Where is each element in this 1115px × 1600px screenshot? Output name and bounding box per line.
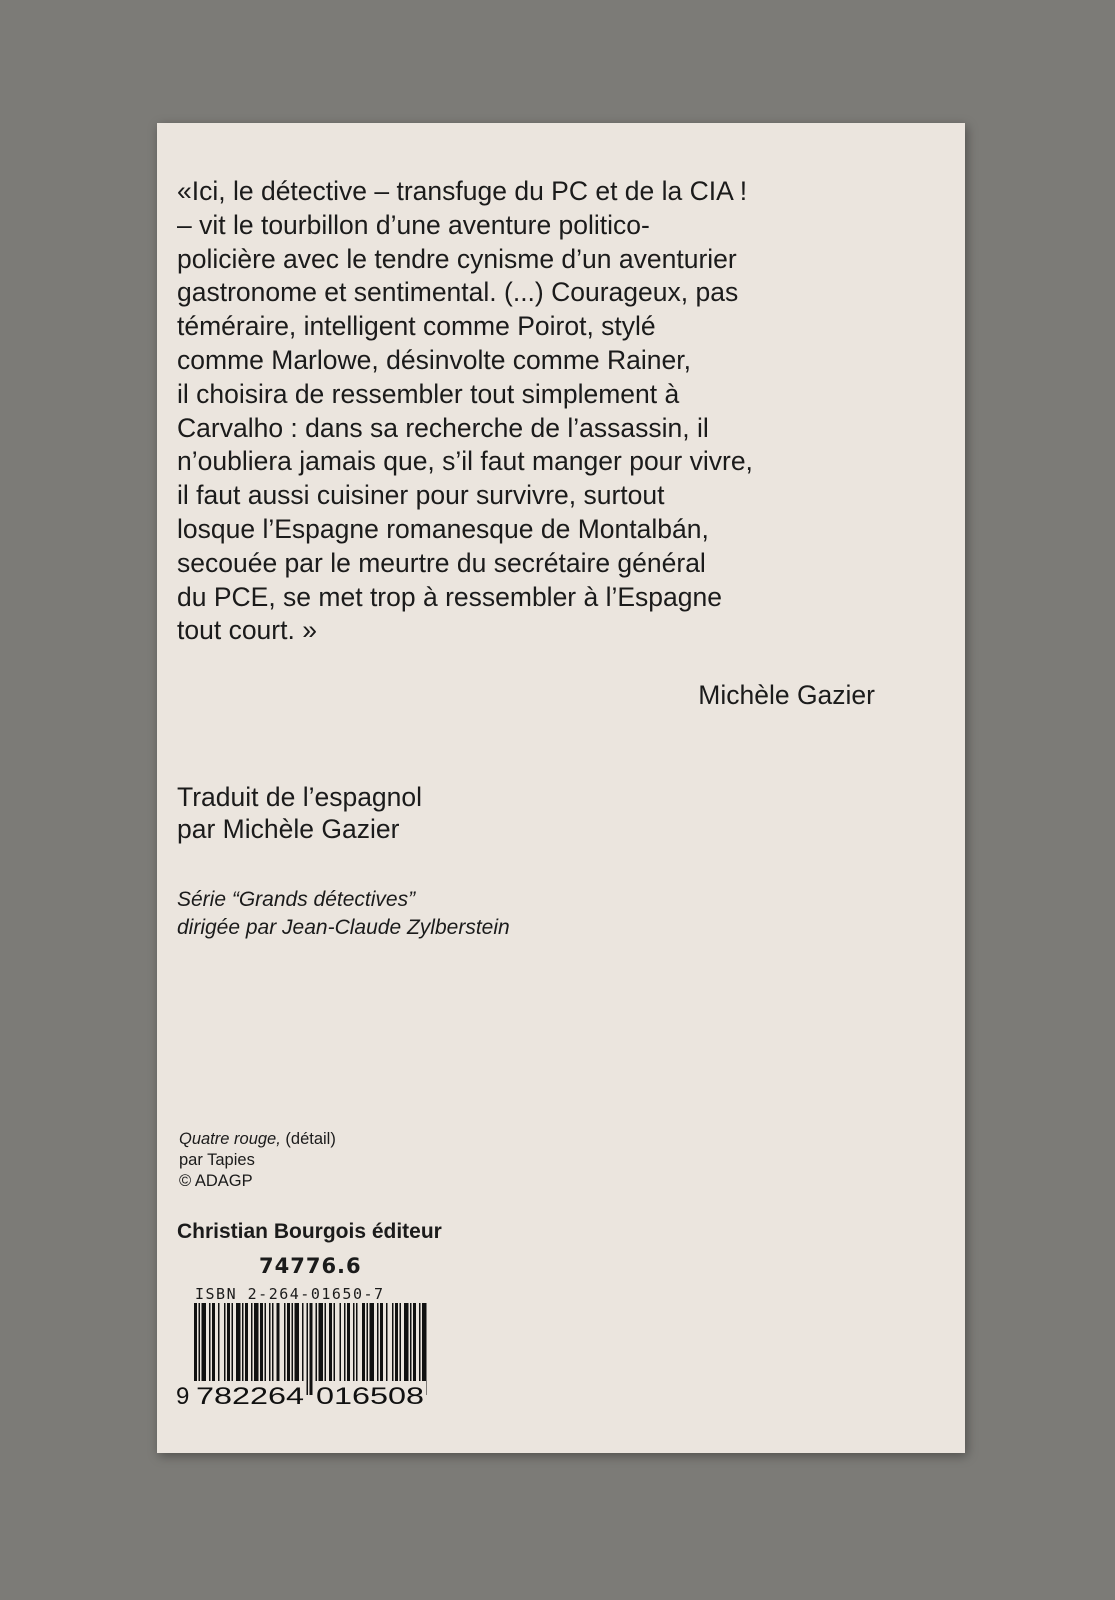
barcode-bar: [344, 1303, 346, 1383]
barcode-bar: [265, 1303, 267, 1383]
series-credit: [177, 886, 510, 942]
barcode-bar: [386, 1303, 388, 1383]
barcode-bar: [292, 1303, 294, 1383]
barcode-bar: [410, 1303, 412, 1383]
barcode-bar: [260, 1303, 263, 1383]
barcode-bar: [251, 1303, 253, 1383]
barcode-bar: [404, 1303, 409, 1383]
barcode-bar: [353, 1303, 355, 1383]
barcode-bar: [356, 1303, 358, 1383]
artist-credit: par Tapies: [179, 1151, 255, 1169]
translation-credit: [177, 781, 422, 845]
barcode-bar: [413, 1303, 416, 1383]
barcode-bar: [272, 1303, 274, 1383]
barcode-right-digits: 016508: [316, 1383, 424, 1408]
barcode-bar: [340, 1303, 342, 1383]
barcode-bar: [316, 1303, 318, 1383]
barcode-bar: [295, 1303, 300, 1383]
barcode-bar: [400, 1303, 402, 1383]
barcode-bar: [209, 1303, 211, 1383]
artwork-line: [179, 1129, 336, 1150]
barcode-bar: [199, 1303, 201, 1383]
barcode-bar: [236, 1303, 241, 1383]
barcode-bar: [232, 1303, 234, 1383]
barcode-bar: [334, 1303, 336, 1383]
reference-number: 74776.6: [259, 1254, 362, 1278]
barcode-bar: [367, 1303, 369, 1383]
barcode-bar: [284, 1303, 286, 1383]
barcode-bar: [287, 1303, 290, 1383]
publisher-name: Christian Bourgois éditeur: [177, 1220, 442, 1243]
barcode-bar: [254, 1303, 259, 1383]
artwork-detail: (détail): [280, 1130, 336, 1148]
barcode-bar: [202, 1303, 207, 1383]
barcode-bar: [419, 1303, 421, 1383]
translation-line-2: par Michèle Gazier: [177, 814, 400, 844]
artwork-title: Quatre rouge,: [179, 1130, 281, 1148]
barcode-bar: [347, 1303, 350, 1383]
barcode-bar: [242, 1303, 244, 1383]
barcode-bar: [362, 1303, 365, 1383]
cover-art-credits: [179, 1129, 336, 1192]
barcode-bar: [307, 1303, 309, 1395]
barcode-bar: [212, 1303, 215, 1383]
barcode-bar: [269, 1303, 271, 1383]
copyright-notice: © ADAGP: [179, 1172, 253, 1190]
barcode-bar: [224, 1303, 226, 1383]
barcode-bar: [329, 1303, 332, 1383]
quote-author: Michèle Gazier: [698, 680, 875, 710]
series-line-1: Série “Grands détectives”: [177, 888, 416, 911]
blurb-quote: «Ici, le détective – transfuge du PC et de la CIA ! – vit le tourbillon d’une aventure politico- policière avec le tendre cynisme d’un aventurier gastronome et sentimental. (...) Courageux, pas téméraire, intelligent comme Poirot, stylé comme Marlowe, désinvolte comme Rainer, il choisira de ressembler tout simplement à Carvalho : dans sa recherche de l’assassin, il n’oubliera jamais que, s’il faut manger pour vivre, il faut aussi cuisiner pour survivre, surtout losque l’Espagne romanesque de Montalbán, secouée par le meurtre du secrétaire général du PCE, se met trop à ressembler à l’Espagne tout court. »: [177, 176, 753, 646]
barcode-bar: [302, 1303, 304, 1383]
barcode-bar: [218, 1303, 220, 1383]
barcode-bar: [227, 1303, 230, 1383]
barcode-bar: [395, 1303, 398, 1383]
barcode-bar: [392, 1303, 394, 1383]
barcode-bar: [319, 1303, 324, 1383]
barcode-bar: [377, 1303, 379, 1383]
barcode-bar: [310, 1303, 313, 1395]
series-line-2: dirigée par Jean-Claude Zylberstein: [177, 916, 510, 939]
ean-barcode: [174, 1303, 434, 1408]
barcode-left-digits: 782264: [196, 1383, 304, 1408]
barcode-bar: [325, 1303, 327, 1383]
barcode-bar: [277, 1303, 280, 1383]
isbn-number: ISBN 2-264-01650-7: [195, 1285, 385, 1303]
translation-line-1: Traduit de l’espagnol: [177, 782, 423, 812]
barcode-first-digit: 9: [176, 1383, 190, 1408]
book-back-cover: [157, 123, 965, 1453]
barcode-bar: [245, 1303, 248, 1383]
barcode-bar: [380, 1303, 383, 1383]
barcode-bar: [370, 1303, 375, 1383]
